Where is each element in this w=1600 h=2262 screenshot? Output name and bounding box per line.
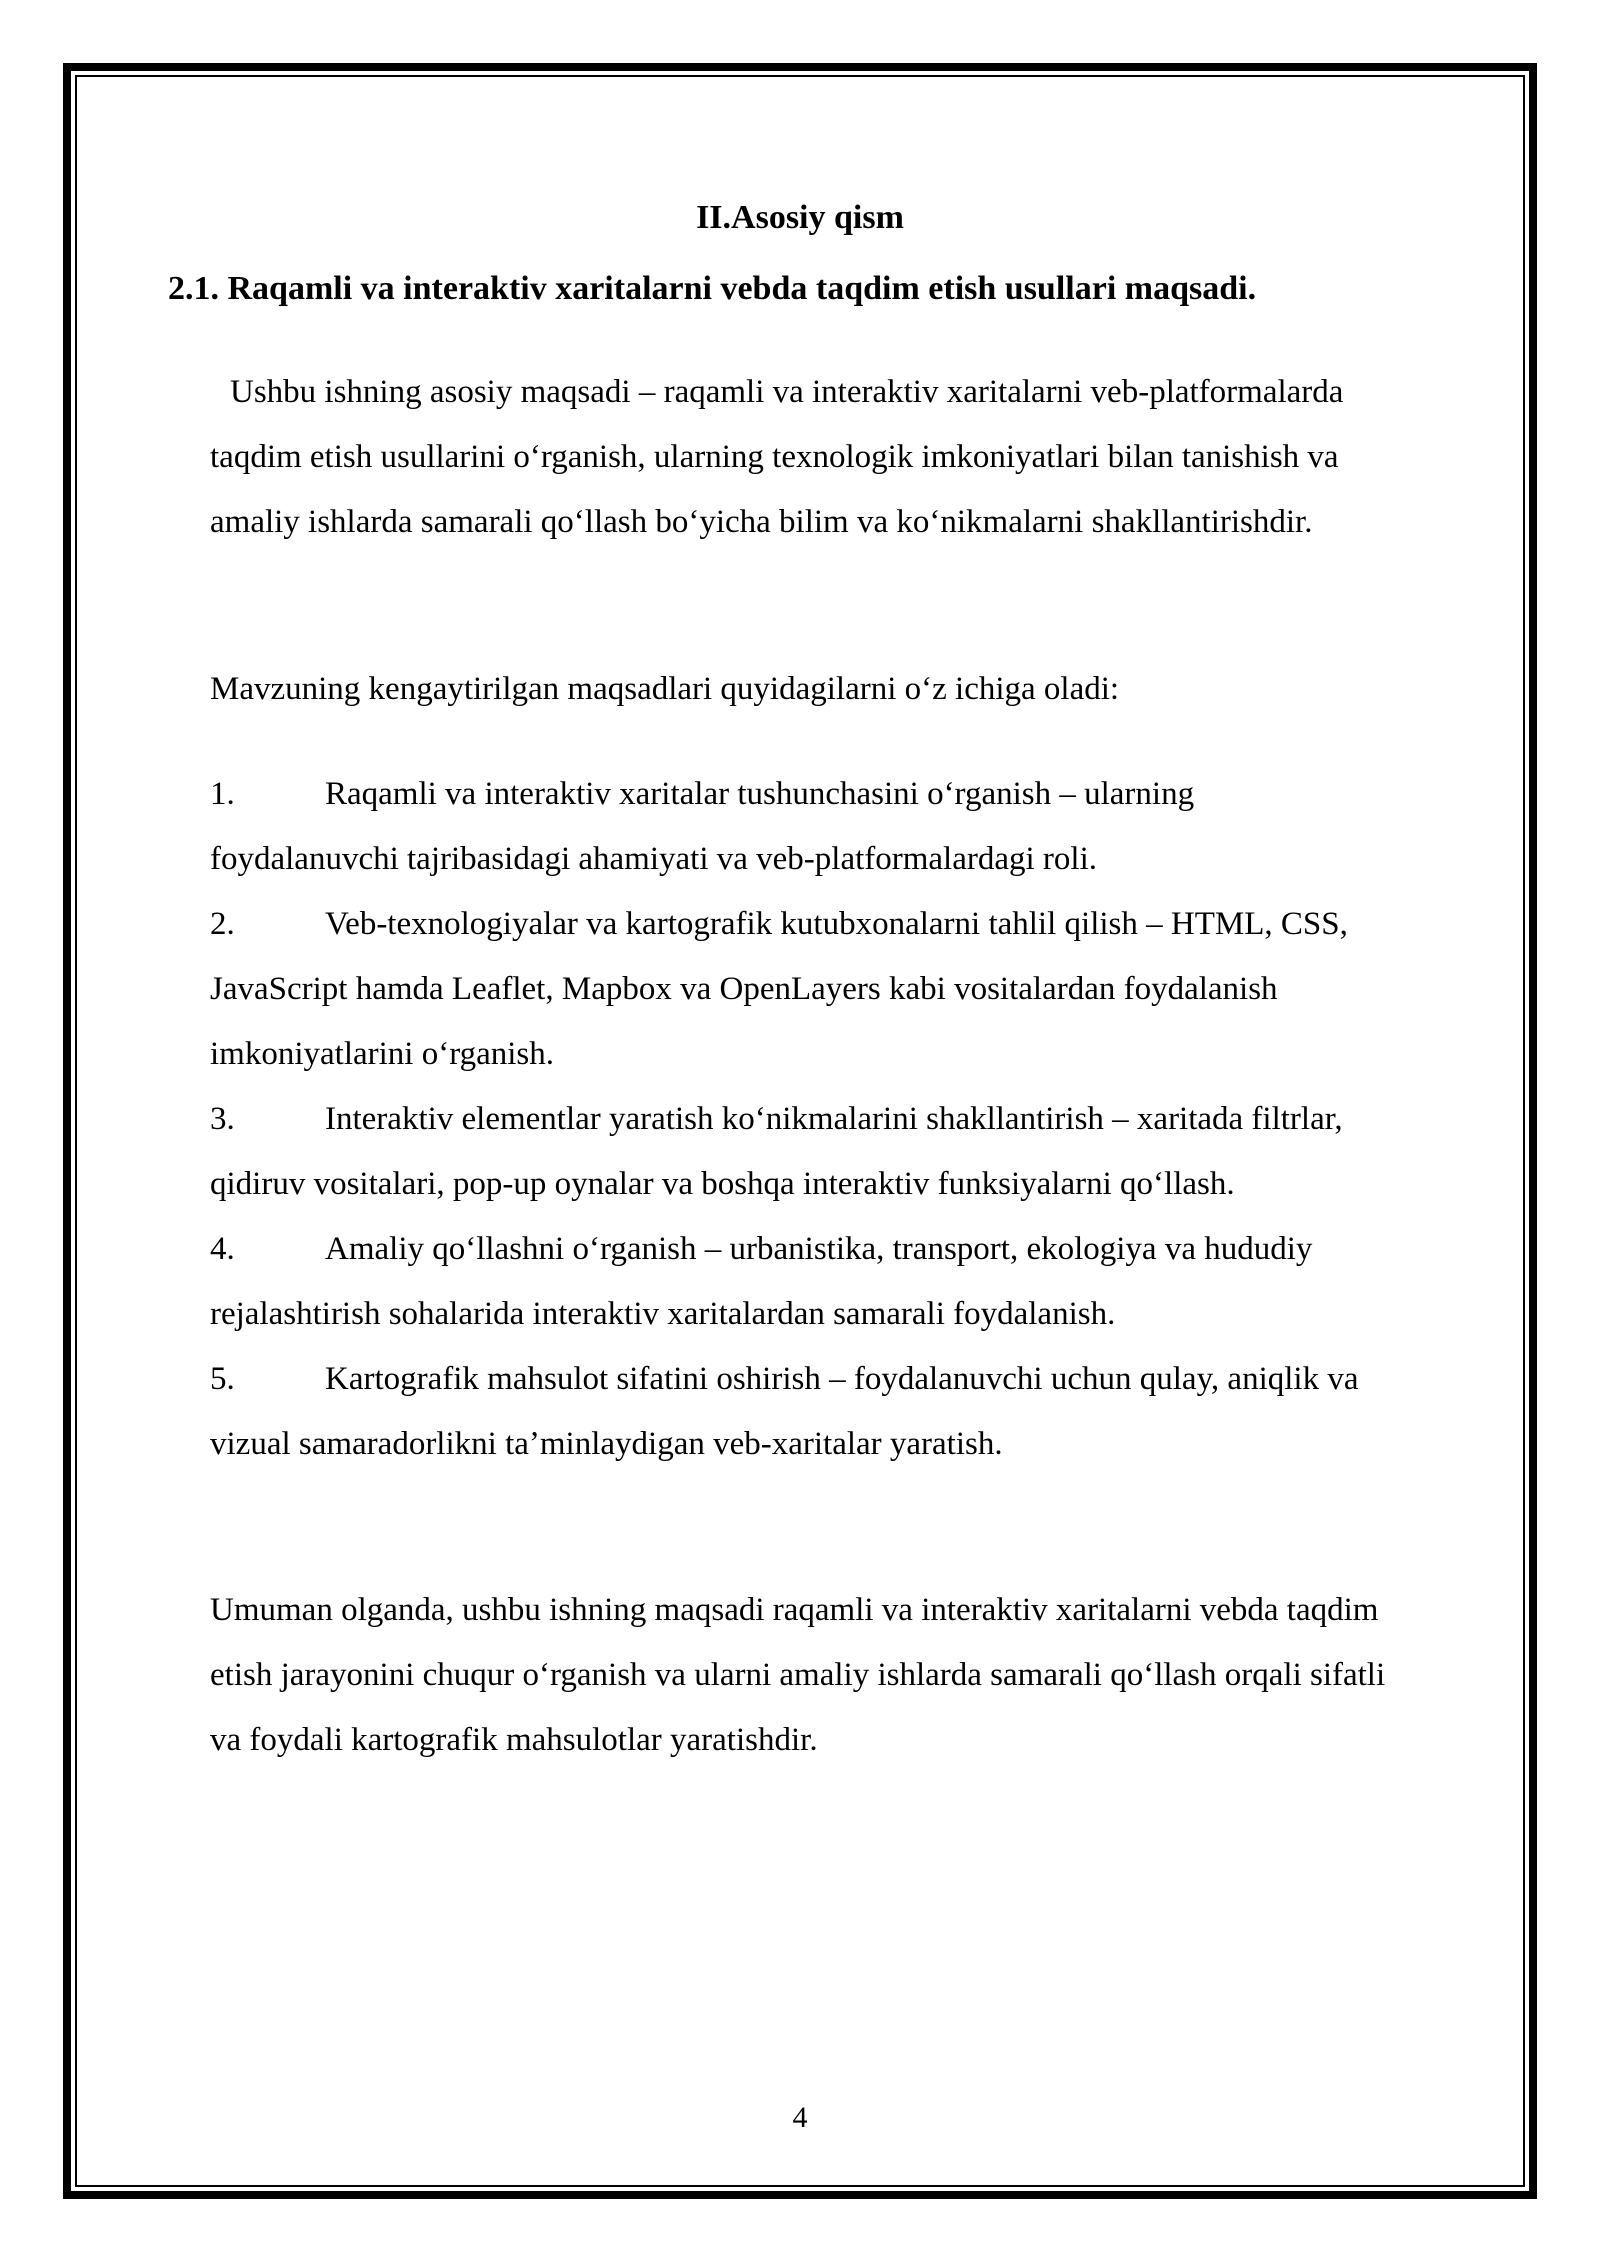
list-item-text: Raqamli va interaktiv xaritalar tushunchasini oʻrganish – ularning foydalanuvchi tajribasidagi ahamiyati va veb-platformalardagi roli.: [210, 776, 1195, 877]
list-item-text: Kartografik mahsulot sifatini oshirish – foydalanuvchi uchun qulay, aniqlik va vizual samaradorlikni taʼminlaydigan veb-xaritalar yaratish.: [210, 1361, 1359, 1462]
section-title: II.Asosiy qism: [696, 199, 904, 236]
list-item: [210, 762, 1390, 892]
list-item-text: Veb-texnologiyalar va kartografik kutubxonalarni tahlil qilish – HTML, CSS, JavaScript hamda Leaflet, Mapbox va OpenLayers kabi vositalardan foydalanish imkoniyatlarini oʻrganish.: [210, 906, 1348, 1072]
list-item: [210, 1217, 1390, 1347]
list-item: [210, 1347, 1390, 1477]
page-number: 4: [792, 2101, 808, 2134]
list-item-number: 2.: [210, 906, 235, 942]
list-item-text: Interaktiv elementlar yaratish koʻnikmalarini shakllantirish – xaritada filtrlar, qidiruv vositalari, pop-up oynalar va boshqa interaktiv funksiyalarni qoʻllash.: [210, 1101, 1343, 1202]
intro-paragraph: Ushbu ishning asosiy maqsadi – raqamli va interaktiv xaritalarni veb-platformalarda taqdim etish usullarini oʻrganish, ularning texnologik imkoniyatlari bilan tanishish va amaliy ishlarda samarali qoʻllash boʻyicha bilim va koʻnikmalarni shakllantirishdir.: [210, 374, 1344, 540]
goals-list: [210, 762, 1390, 1477]
list-item-number: 4.: [210, 1231, 235, 1267]
list-item-number: 1.: [210, 776, 235, 812]
list-item-number: 5.: [210, 1361, 235, 1397]
conclusion-paragraph: Umuman olganda, ushbu ishning maqsadi raqamli va interaktiv xaritalarni vebda taqdim etish jarayonini chuqur oʻrganish va ularni amaliy ishlarda samarali qoʻllash orqali sifatli va foydali kartografik mahsulotlar yaratishdir.: [210, 1592, 1386, 1758]
list-item-number: 3.: [210, 1101, 235, 1137]
list-item: [210, 1087, 1390, 1217]
lead-paragraph: Mavzuning kengaytirilgan maqsadlari quyidagilarni oʻz ichiga oladi:: [210, 671, 1120, 707]
list-item: [210, 892, 1390, 1087]
list-item-text: Amaliy qoʻllashni oʻrganish – urbanistika, transport, ekologiya va hududiy rejalashtirish sohalarida interaktiv xaritalardan samarali foydalanish.: [210, 1231, 1313, 1332]
subsection-title: 2.1. Raqamli va interaktiv xaritalarni vebda taqdim etish usullari maqsadi.: [168, 270, 1257, 307]
